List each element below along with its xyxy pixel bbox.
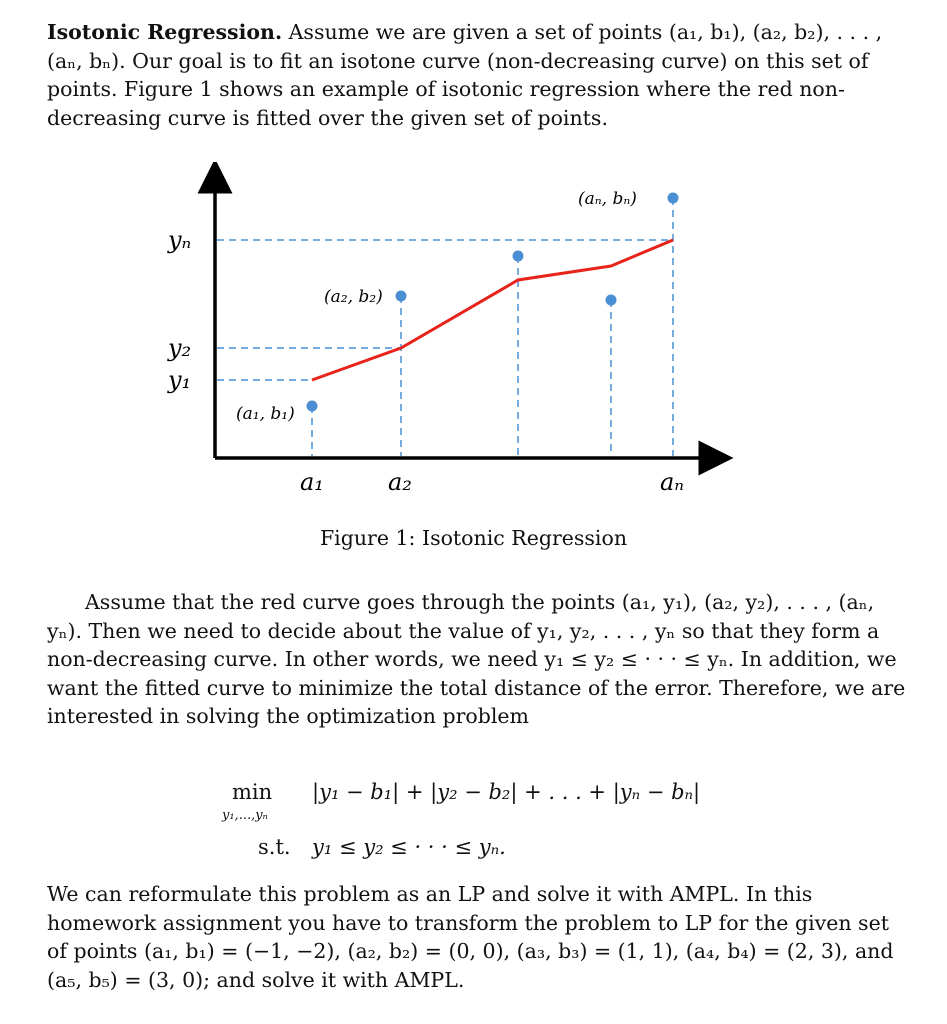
x-label-a1: a₁ [300, 468, 324, 496]
figure-caption: Figure 1: Isotonic Regression [319, 526, 628, 550]
label-an-bn: (aₙ, bₙ) [578, 189, 637, 209]
intro-paragraph [47, 18, 907, 132]
point-a4-b4 [606, 295, 617, 306]
section-title: Isotonic Regression. [47, 20, 283, 44]
y-label-yn: yₙ [168, 226, 192, 254]
constraint: y₁ ≤ y₂ ≤ · · · ≤ yₙ. [312, 835, 506, 859]
x-label-an: aₙ [660, 468, 685, 496]
subject-to-label: s.t. [258, 835, 291, 859]
x-label-a2: a₂ [388, 468, 412, 496]
point-a1-b1 [307, 401, 318, 412]
label-a1-b1: (a₁, b₁) [236, 404, 295, 424]
body-paragraph-3: We can reformulate this problem as an LP and solve it with AMPL. In this homework assignment you have to transform the problem to LP for the given set of points (a₁, b₁) = (−1, −2), (a₂, b₂) = (0, 0), (a₃, b₃) = (1, 1), (a₄, b₄) = (2, 3), and (a₅, b₅) = (3, 0); and solve it with AMPL. [47, 882, 894, 992]
objective-function: |y₁ − b₁| + |y₂ − b₂| + . . . + |yₙ − bₙ| [312, 780, 701, 804]
point-an-bn [668, 193, 679, 204]
min-operator: min [232, 780, 273, 804]
y-label-y1: y₁ [168, 366, 192, 394]
body2-text: Assume that the red curve goes through the points (a₁, y₁), (a₂, y₂), . . . , (aₙ, yₙ). Then we need to decide about the value of y₁, y₂, . . . , yₙ so that they form a non-decreasing curve. In other words, we need y₁ ≤ y₂ ≤ · · · ≤ yₙ. In addition, we want the fitted curve to minimize the total distance of the error. Therefore, we are interested in solving the optimization problem [47, 590, 906, 728]
min-subscript: y₁,...,yₙ [222, 808, 268, 823]
point-a3-b3 [513, 251, 524, 262]
y-label-y2: y₂ [168, 334, 192, 362]
body-paragraph-2 [47, 588, 907, 731]
isotonic-curve [312, 240, 673, 380]
intro-text: Assume we are given a set of points (a₁, b₁), (a₂, b₂), . . . , (aₙ, bₙ). Our goal is to fit an isotone curve (non-decreasing curve) on this set of points. Figure 1 shows an example of isotonic regression where the red non-decreasing curve is fitted over the given set of points. [47, 20, 883, 130]
point-a2-b2 [396, 291, 407, 302]
label-a2-b2: (a₂, b₂) [324, 287, 383, 307]
isotonic-regression-figure [160, 162, 740, 502]
